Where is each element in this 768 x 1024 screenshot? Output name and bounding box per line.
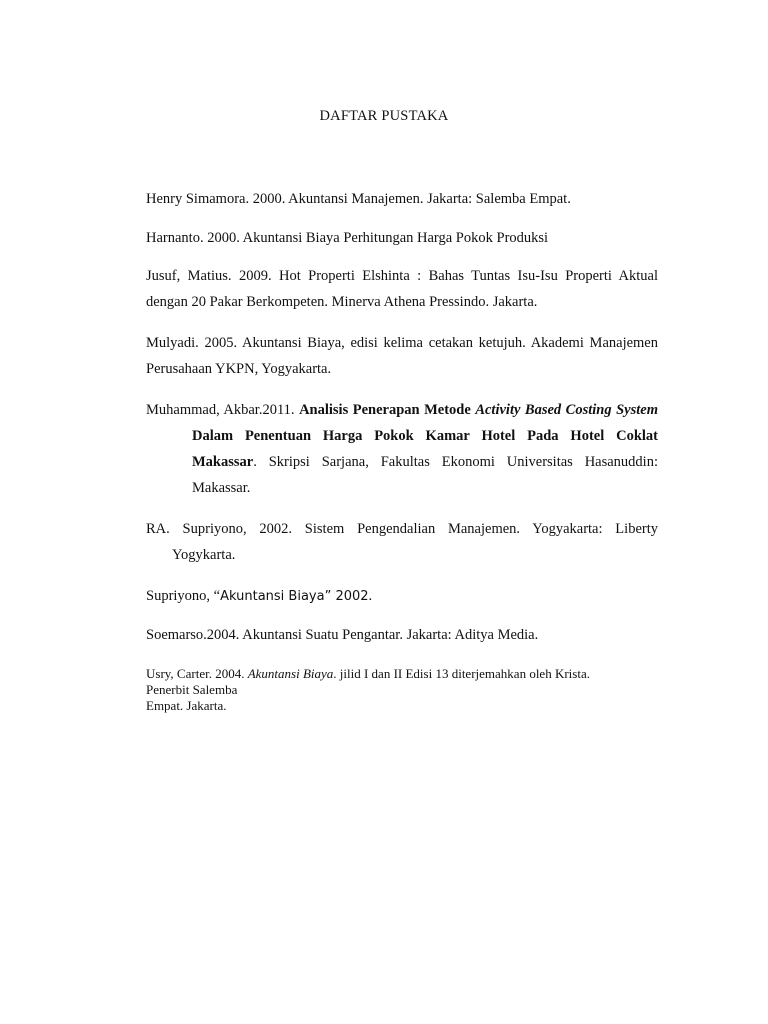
reference-soemarso: Soemarso.2004. Akuntansi Suatu Pengantar. Jakarta: Aditya Media.	[146, 627, 539, 643]
reference-title: Akuntansi Biaya” 2002	[220, 589, 369, 604]
reference-line-1: Usry, Carter. 2004. Akuntansi Biaya. jilid I dan II Edisi 13 diterjemahkan oleh Krista.	[146, 666, 590, 681]
reference-ra-supriyono: RA. Supriyono, 2002. Sistem Pengendalian Manajemen. Yogyakarta: Liberty Yogykarta.	[146, 521, 658, 563]
reference-author: Muhammad, Akbar.2011.	[146, 402, 300, 418]
reference-simamora: Henry Simamora. 2000. Akuntansi Manajemen. Jakarta: Salemba Empat.	[146, 191, 571, 207]
reference-mulyadi: Mulyadi. 2005. Akuntansi Biaya, edisi kelima cetakan ketujuh. Akademi Manajemen Perusahaan YKPN, Yogyakarta.	[146, 335, 658, 377]
reference-author: Supriyono, “	[146, 588, 221, 604]
reference-title-bold-cont: Dalam Penentuan Harga Pokok Kamar Hotel Pada Hotel Coklat Makassar	[192, 428, 658, 470]
page-title: DAFTAR PUSTAKA	[319, 108, 449, 124]
reference-supriyono: Supriyono, “Akuntansi Biaya” 2002.	[146, 588, 373, 604]
reference-title-italic: Activity Based Costing System	[475, 402, 659, 418]
reference-jusuf: Jusuf, Matius. 2009. Hot Properti Elshinta : Bahas Tuntas Isu-Isu Properti Aktual dengan 20 Pakar Berkompeten. Minerva Athena Pressindo. Jakarta.	[146, 268, 658, 310]
reference-title-italic: Akuntansi Biaya	[247, 666, 334, 681]
reference-usry	[146, 666, 666, 714]
reference-line-3: Empat. Jakarta.	[146, 698, 227, 713]
reference-muhammad	[146, 397, 658, 501]
reference-line-2: Penerbit Salemba	[146, 682, 238, 697]
reference-title-bold: Analisis Penerapan Metode	[299, 402, 476, 418]
reference-publisher: . Skripsi Sarjana, Fakultas Ekonomi Universitas Hasanuddin: Makassar.	[192, 454, 658, 496]
reference-harnanto: Harnanto. 2000. Akuntansi Biaya Perhitungan Harga Pokok Produksi	[146, 230, 549, 246]
